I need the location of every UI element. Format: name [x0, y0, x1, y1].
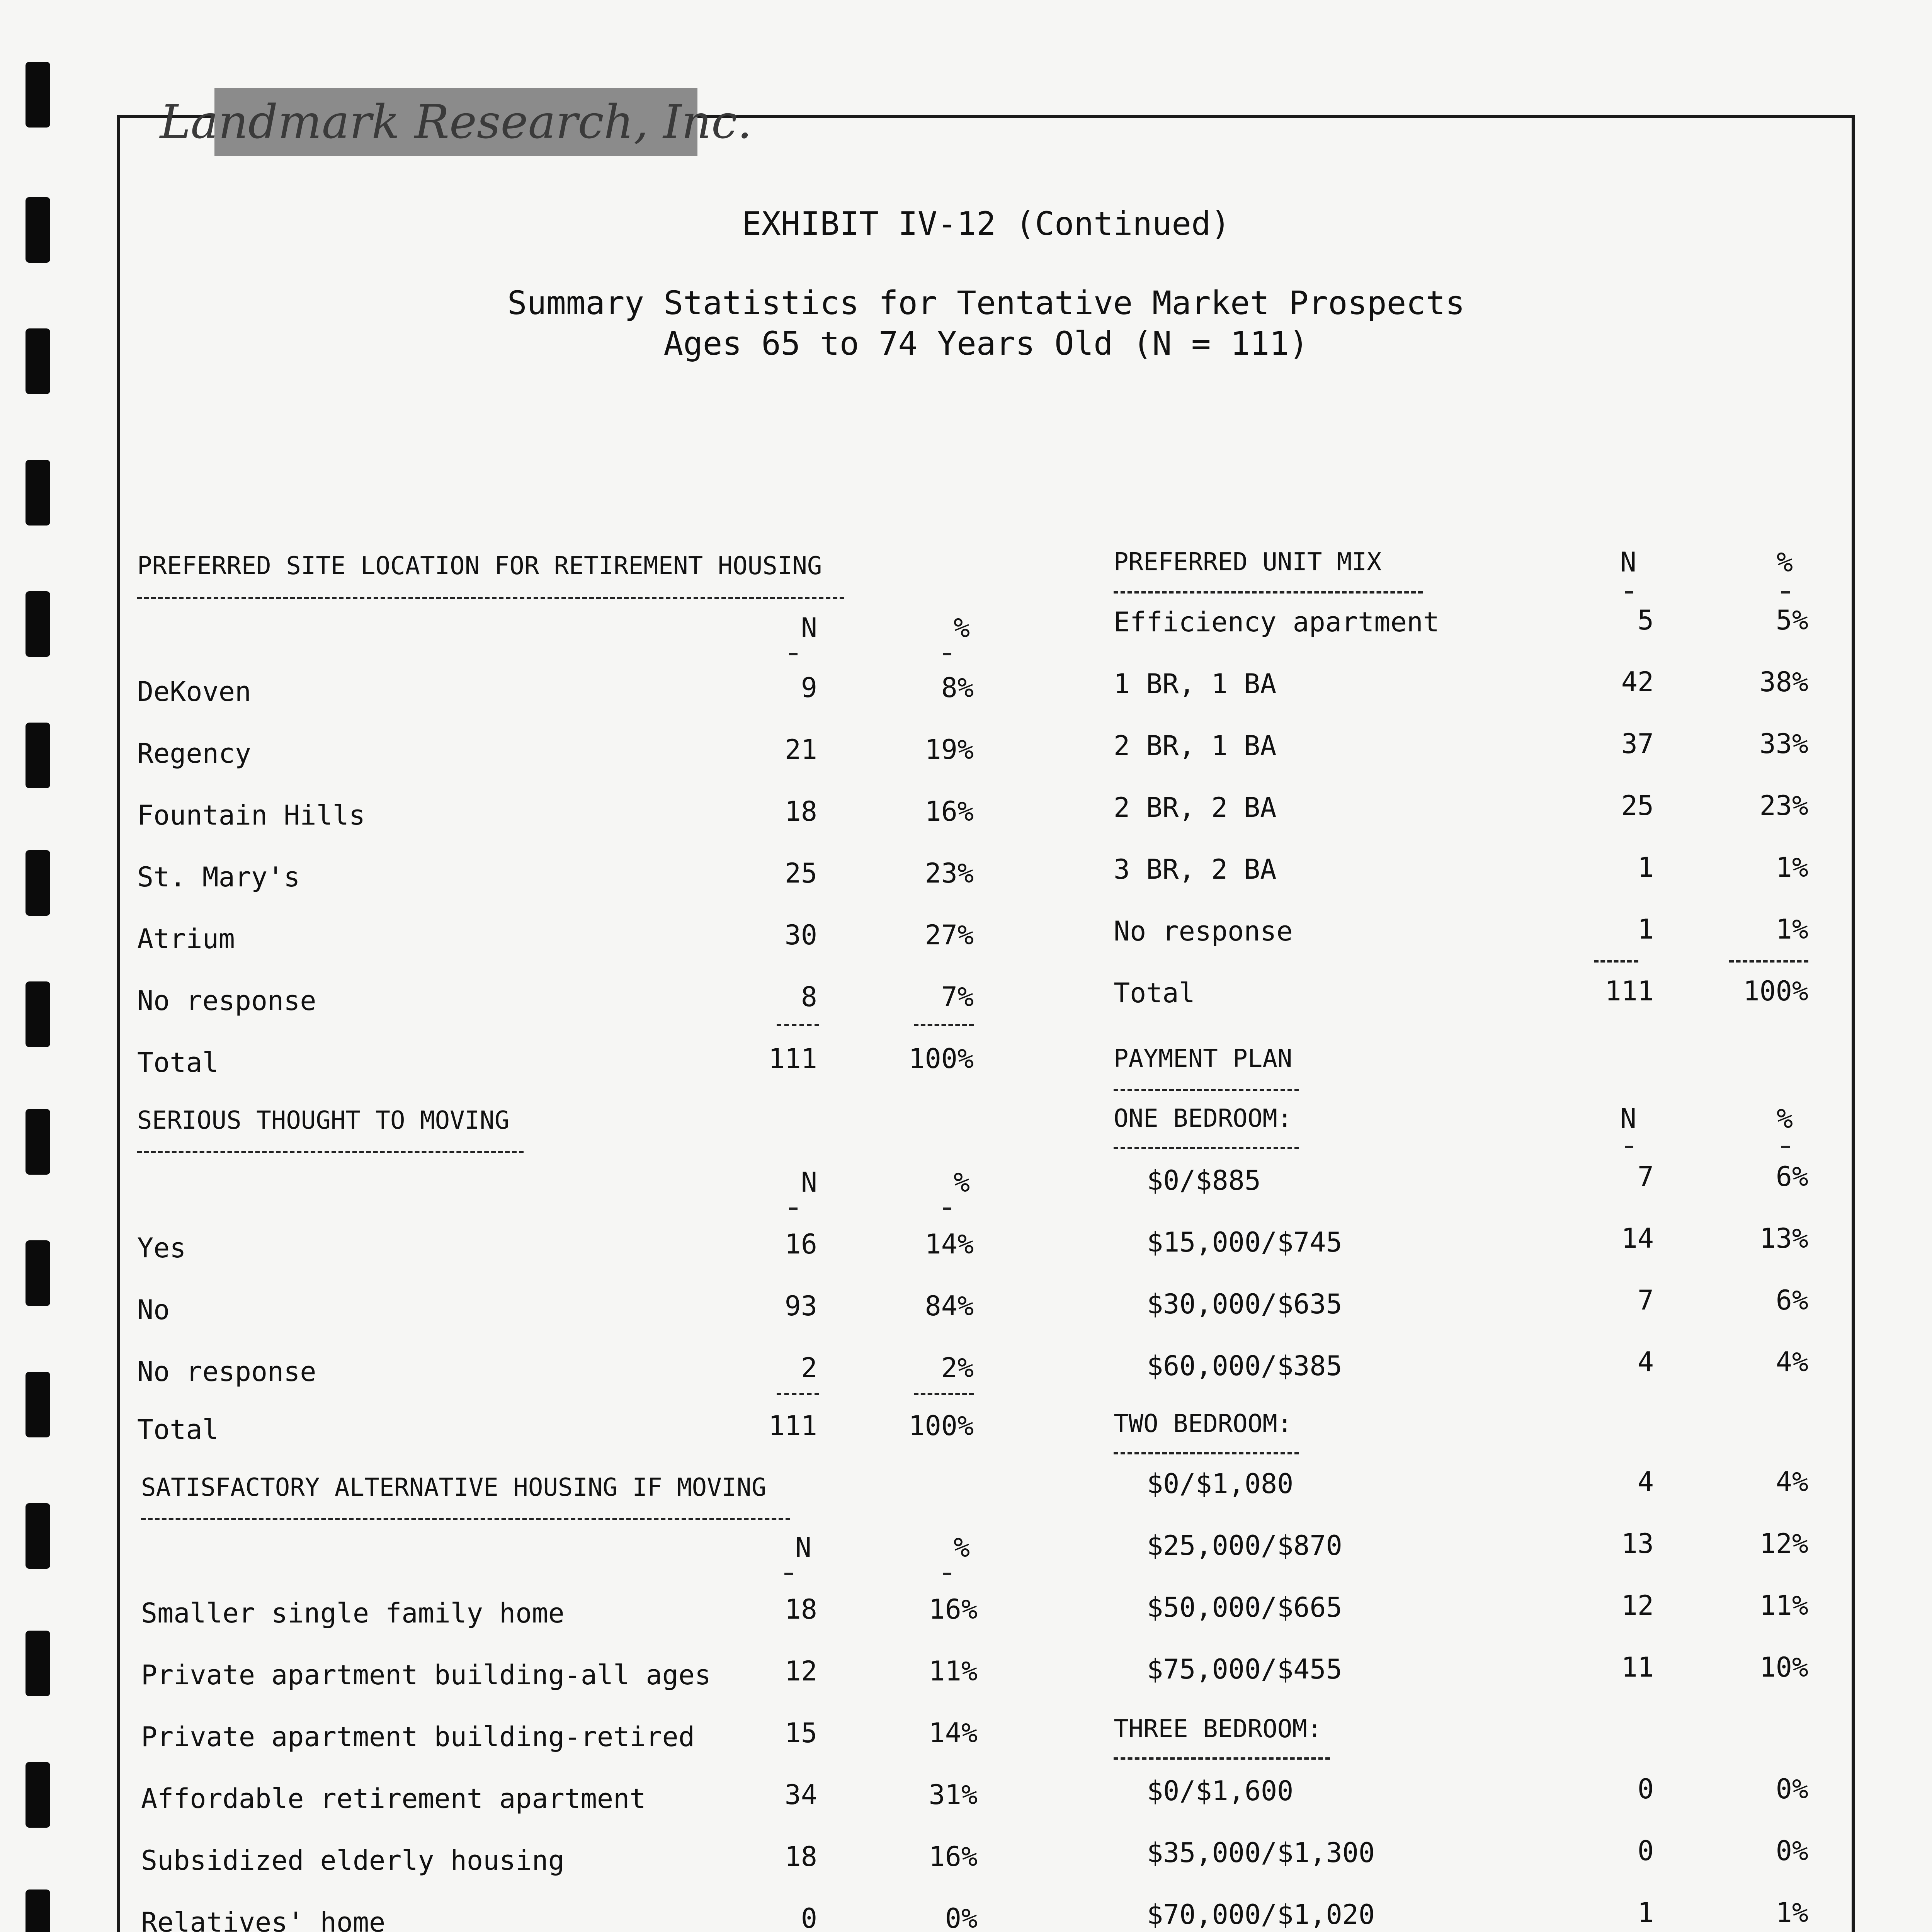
- row-pct: 2%: [941, 1352, 974, 1384]
- row-n: 2: [801, 1352, 817, 1384]
- row-n: 15: [784, 1717, 817, 1749]
- row-pct: 31%: [929, 1779, 978, 1811]
- binder-hole: [26, 62, 50, 128]
- row-n: 42: [1621, 666, 1654, 698]
- subsection-title-one-bedroom: ONE BEDROOM:: [1114, 1104, 1293, 1133]
- col-underline: [943, 1573, 951, 1575]
- row-pct: 10%: [1759, 1651, 1808, 1683]
- row-pct: 33%: [1759, 728, 1808, 760]
- logo-text: Landmark Research, Inc.: [160, 95, 752, 149]
- binder-hole: [26, 1631, 50, 1696]
- row-pct: 16%: [929, 1841, 978, 1872]
- col-underline: [784, 1573, 793, 1575]
- row-label: $70,000/$1,020: [1147, 1899, 1375, 1930]
- total-label: Total: [1114, 977, 1195, 1009]
- subsection-title-two-bedroom: TWO BEDROOM:: [1114, 1410, 1293, 1438]
- row-pct: 1%: [1776, 852, 1808, 883]
- row-label: Private apartment building-retired: [141, 1721, 695, 1753]
- divider: [1114, 1757, 1330, 1760]
- subtitle-line-2: Ages 65 to 74 Years Old (N = 111): [663, 325, 1309, 362]
- total-n: 111: [1605, 975, 1654, 1007]
- row-label: $25,000/$870: [1147, 1530, 1342, 1561]
- row-label: No: [137, 1294, 170, 1326]
- row-n: 12: [1621, 1590, 1654, 1621]
- row-label: DeKoven: [137, 676, 252, 707]
- total-pct: 100%: [1743, 975, 1808, 1007]
- binder-hole: [26, 460, 50, 526]
- row-label: Affordable retirement apartment: [141, 1783, 646, 1815]
- row-n: 25: [784, 857, 817, 889]
- divider: [1114, 1452, 1299, 1454]
- row-n: 4: [1637, 1466, 1654, 1498]
- row-n: 1: [1637, 852, 1654, 883]
- col-header-n: N: [801, 612, 817, 644]
- row-pct: 1%: [1776, 913, 1808, 945]
- row-pct: 0%: [945, 1903, 978, 1932]
- subtotal-rule: [1729, 960, 1808, 963]
- row-n: 12: [784, 1655, 817, 1687]
- row-label: Efficiency apartment: [1114, 606, 1439, 638]
- row-label: 3 BR, 2 BA: [1114, 854, 1277, 885]
- divider: [1114, 1089, 1299, 1091]
- row-pct: 1%: [1776, 1897, 1808, 1929]
- col-underline: [1781, 591, 1790, 594]
- row-pct: 4%: [1776, 1466, 1808, 1498]
- col-header-pct: %: [953, 612, 970, 644]
- row-n: 18: [784, 1841, 817, 1872]
- row-pct: 13%: [1759, 1223, 1808, 1254]
- row-n: 0: [1637, 1835, 1654, 1867]
- row-n: 0: [801, 1903, 817, 1932]
- row-label: Atrium: [137, 923, 235, 955]
- binder-hole: [26, 1762, 50, 1828]
- row-pct: 23%: [925, 857, 974, 889]
- binder-hole: [26, 981, 50, 1047]
- row-n: 4: [1637, 1346, 1654, 1378]
- total-label: Total: [137, 1047, 219, 1078]
- row-label: $0/$885: [1147, 1165, 1261, 1196]
- row-label: Yes: [137, 1232, 186, 1264]
- section-title-alternative-housing: SATISFACTORY ALTERNATIVE HOUSING IF MOVING: [141, 1473, 767, 1502]
- row-label: $30,000/$635: [1147, 1288, 1342, 1320]
- binder-hole: [26, 1372, 50, 1437]
- col-underline: [1625, 1146, 1633, 1148]
- row-label: No response: [137, 1356, 316, 1388]
- row-pct: 8%: [941, 672, 974, 704]
- row-pct: 0%: [1776, 1773, 1808, 1805]
- row-label: $50,000/$665: [1147, 1592, 1342, 1623]
- row-label: Smaller single family home: [141, 1597, 565, 1629]
- row-n: 25: [1621, 790, 1654, 821]
- col-header-n: N: [795, 1532, 811, 1563]
- subtotal-rule: [777, 1393, 819, 1395]
- row-n: 7: [1637, 1161, 1654, 1192]
- row-n: 37: [1621, 728, 1654, 760]
- total-pct: 100%: [908, 1410, 974, 1442]
- col-underline: [789, 653, 798, 655]
- row-label: $35,000/$1,300: [1147, 1837, 1375, 1869]
- row-n: 13: [1621, 1528, 1654, 1560]
- col-underline: [943, 1208, 951, 1210]
- row-label: 1 BR, 1 BA: [1114, 668, 1277, 700]
- row-pct: 84%: [925, 1290, 974, 1322]
- exhibit-title: EXHIBIT IV-12 (Continued): [742, 205, 1231, 243]
- row-n: 11: [1621, 1651, 1654, 1683]
- row-label: 2 BR, 2 BA: [1114, 792, 1277, 823]
- row-label: Relatives' home: [141, 1906, 386, 1932]
- binder-hole: [26, 1240, 50, 1306]
- row-pct: 19%: [925, 734, 974, 765]
- subtitle-line-1: Summary Statistics for Tentative Market Prospects: [507, 284, 1465, 322]
- binder-hole: [26, 850, 50, 916]
- total-n: 111: [768, 1410, 817, 1442]
- subtotal-rule: [914, 1393, 974, 1395]
- row-label: Fountain Hills: [137, 799, 366, 831]
- company-logo: [160, 88, 752, 156]
- binder-hole: [26, 591, 50, 657]
- row-label: St. Mary's: [137, 861, 300, 893]
- row-pct: 14%: [929, 1717, 978, 1749]
- row-n: 93: [784, 1290, 817, 1322]
- row-pct: 12%: [1759, 1528, 1808, 1560]
- row-pct: 14%: [925, 1228, 974, 1260]
- divider: [137, 1151, 524, 1153]
- row-pct: 23%: [1759, 790, 1808, 821]
- row-label: No response: [137, 985, 316, 1017]
- binder-hole: [26, 723, 50, 788]
- row-n: 21: [784, 734, 817, 765]
- col-underline: [1625, 591, 1633, 594]
- col-header-pct: %: [1776, 546, 1793, 578]
- row-n: 18: [784, 796, 817, 827]
- row-pct: 6%: [1776, 1161, 1808, 1192]
- divider: [141, 1518, 790, 1520]
- row-n: 1: [1637, 913, 1654, 945]
- row-pct: 16%: [925, 796, 974, 827]
- row-n: 16: [784, 1228, 817, 1260]
- row-label: $75,000/$455: [1147, 1653, 1342, 1685]
- subtotal-rule: [914, 1024, 974, 1026]
- row-label: No response: [1114, 915, 1293, 947]
- row-pct: 6%: [1776, 1284, 1808, 1316]
- row-pct: 11%: [1759, 1590, 1808, 1621]
- row-label: Subsidized elderly housing: [141, 1845, 565, 1876]
- row-n: 9: [801, 672, 817, 704]
- row-label: $0/$1,080: [1147, 1468, 1294, 1500]
- row-n: 34: [784, 1779, 817, 1811]
- row-n: 5: [1637, 604, 1654, 636]
- row-label: 2 BR, 1 BA: [1114, 730, 1277, 762]
- total-label: Total: [137, 1414, 219, 1446]
- row-n: 7: [1637, 1284, 1654, 1316]
- row-n: 8: [801, 981, 817, 1013]
- row-pct: 7%: [941, 981, 974, 1013]
- subsection-title-three-bedroom: THREE BEDROOM:: [1114, 1715, 1322, 1743]
- section-title-serious-thought: SERIOUS THOUGHT TO MOVING: [137, 1106, 510, 1135]
- row-pct: 38%: [1759, 666, 1808, 698]
- col-underline: [943, 653, 951, 655]
- row-label: Private apartment building-all ages: [141, 1659, 711, 1691]
- divider: [137, 597, 844, 599]
- row-n: 14: [1621, 1223, 1654, 1254]
- row-pct: 11%: [929, 1655, 978, 1687]
- col-header-pct: %: [953, 1167, 970, 1198]
- row-label: $60,000/$385: [1147, 1350, 1342, 1382]
- col-header-n: N: [1620, 546, 1636, 578]
- row-pct: 16%: [929, 1594, 978, 1625]
- row-label: $0/$1,600: [1147, 1775, 1294, 1807]
- row-pct: 27%: [925, 919, 974, 951]
- row-n: 0: [1637, 1773, 1654, 1805]
- row-pct: 0%: [1776, 1835, 1808, 1867]
- col-underline: [789, 1208, 798, 1210]
- row-n: 30: [784, 919, 817, 951]
- row-n: 1: [1637, 1897, 1654, 1929]
- col-header-pct: %: [953, 1532, 970, 1563]
- divider: [1114, 591, 1423, 594]
- total-n: 111: [768, 1043, 817, 1075]
- binder-hole: [26, 1109, 50, 1175]
- col-header-n: N: [1620, 1103, 1636, 1134]
- row-n: 18: [784, 1594, 817, 1625]
- col-header-pct: %: [1776, 1103, 1793, 1134]
- section-title-unit-mix: PREFERRED UNIT MIX: [1114, 548, 1382, 577]
- section-title-site-location: PREFERRED SITE LOCATION FOR RETIREMENT HOUSING: [137, 552, 822, 580]
- binder-hole: [26, 1503, 50, 1569]
- subtotal-rule: [777, 1024, 819, 1026]
- row-label: $15,000/$745: [1147, 1226, 1342, 1258]
- section-title-payment-plan: PAYMENT PLAN: [1114, 1044, 1293, 1073]
- row-pct: 5%: [1776, 604, 1808, 636]
- binder-hole: [26, 1889, 50, 1932]
- row-label: Regency: [137, 738, 252, 769]
- divider: [1114, 1147, 1299, 1149]
- col-header-n: N: [801, 1167, 817, 1198]
- row-pct: 4%: [1776, 1346, 1808, 1378]
- subtotal-rule: [1594, 960, 1638, 963]
- col-underline: [1781, 1146, 1790, 1148]
- total-pct: 100%: [908, 1043, 974, 1075]
